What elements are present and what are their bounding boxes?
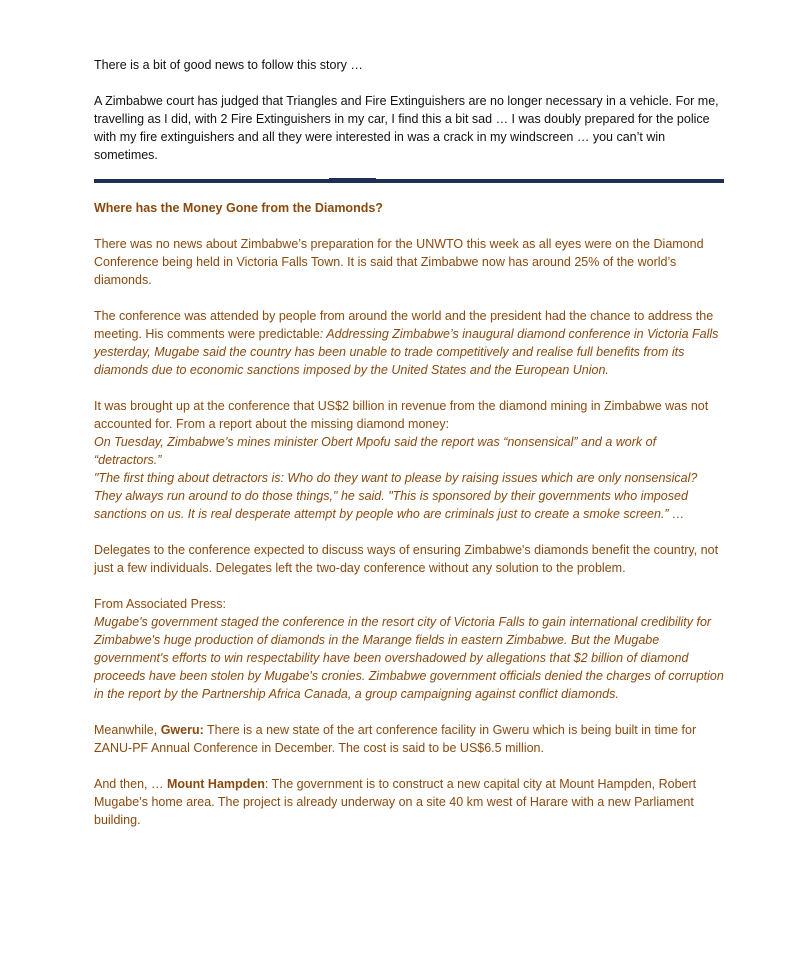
gweru-place: Gweru: [160,723,204,737]
mugabe-quote: : Addressing Zimbabwe’s inaugural diamond conference in Victoria Falls yesterday, Mugabe said the country has been unable to trade competitively and realise full benefits from its diamonds due to economic sanctions imposed by the United States and the European Union. [94,327,719,377]
mpofu-quote-1: On Tuesday, Zimbabwe’s mines minister Obert Mpofu said the report was “nonsensical” and a work of “detractors.” [94,435,657,467]
spacer [94,703,724,721]
gweru-text: There is a new state of the art conference facility in Gweru which is being built in time for ZANU-PF Annual Conference in December. The cost is said to be US$6.5 million. [94,723,697,755]
associated-press-quote: Mugabe's government staged the conference in the resort city of Victoria Falls to gain international credibility for Zimbabwe's huge production of diamonds in the Marange fields in eastern Zimbabwe. But the Mugabe government's efforts to win respectability have been overshadowed by allegations that $2 billion of diamond proceeds have been stolen by Mugabe's cronies. Zimbabwe government officials denied the charges of corruption in the report by the Partnership Africa Canada, a group campaigning against conflict diamonds. [94,615,724,701]
hampden-text: : The government is to construct a new capital city at Mount Hampden, Robert Mugabe’s home area. The project is already underway on a site 40 km west of Harare with a new Parliament building. [94,777,697,827]
article-paragraph-2 [94,307,724,379]
hampden-lead: And then, … [94,777,167,791]
document-page [94,56,724,829]
article-paragraph-hampden [94,775,724,829]
article-paragraph-gweru [94,721,724,757]
intro-paragraph: A Zimbabwe court has judged that Triangles and Fire Extinguishers are no longer necessary in a vehicle. For me, travelling as I did, with 2 Fire Extinguishers in my car, I find this a bit sad … I was doubly prepared for the police with my fire extinguishers and all they were interested in was a crack in my windscreen … you can’t win sometimes. [94,94,719,162]
mpofu-quote-2: "The first thing about detractors is: Who do they want to please by raising issues which are only nonsensical? They always run around to do those things," he said. "This is sponsored by their governments who imposed sanctions on us. It is real desperate attempt by people who are criminals just to create a smoke screen.” … [94,471,698,521]
spacer [94,523,724,541]
hampden-place: Mount Hampden [166,777,265,791]
article-paragraph-1: There was no news about Zimbabwe’s preparation for the UNWTO this week as all eyes were on the Diamond Conference being held in Victoria Falls Town. It is said that Zimbabwe now has around 25% of the world’s diamonds. [94,237,704,287]
article-paragraph-3: It was brought up at the conference that US$2 billion in revenue from the diamond mining in Zimbabwe was not accounted for. From a report about the missing diamond money: [94,399,709,431]
source-attribution: From Associated Press: [94,597,226,611]
paragraph-2-lead: The conference was attended by people from around the world and the president had the chance to address the meeting. His comments were predictable [94,309,714,341]
section-divider [94,179,724,183]
spacer [94,217,724,235]
spacer [94,379,724,397]
spacer [94,577,724,595]
spacer [94,757,724,775]
section-divider-accent [329,178,376,180]
spacer [94,289,724,307]
gweru-lead: Meanwhile, [94,723,161,737]
intro-line: There is a bit of good news to follow this story … [94,58,363,72]
article-heading: Where has the Money Gone from the Diamonds? [94,201,383,215]
spacer [94,74,724,92]
article-paragraph-4: Delegates to the conference expected to discuss ways of ensuring Zimbabwe's diamonds benefit the country, not just a few individuals. Delegates left the two-day conference without any solution to the problem. [94,543,719,575]
